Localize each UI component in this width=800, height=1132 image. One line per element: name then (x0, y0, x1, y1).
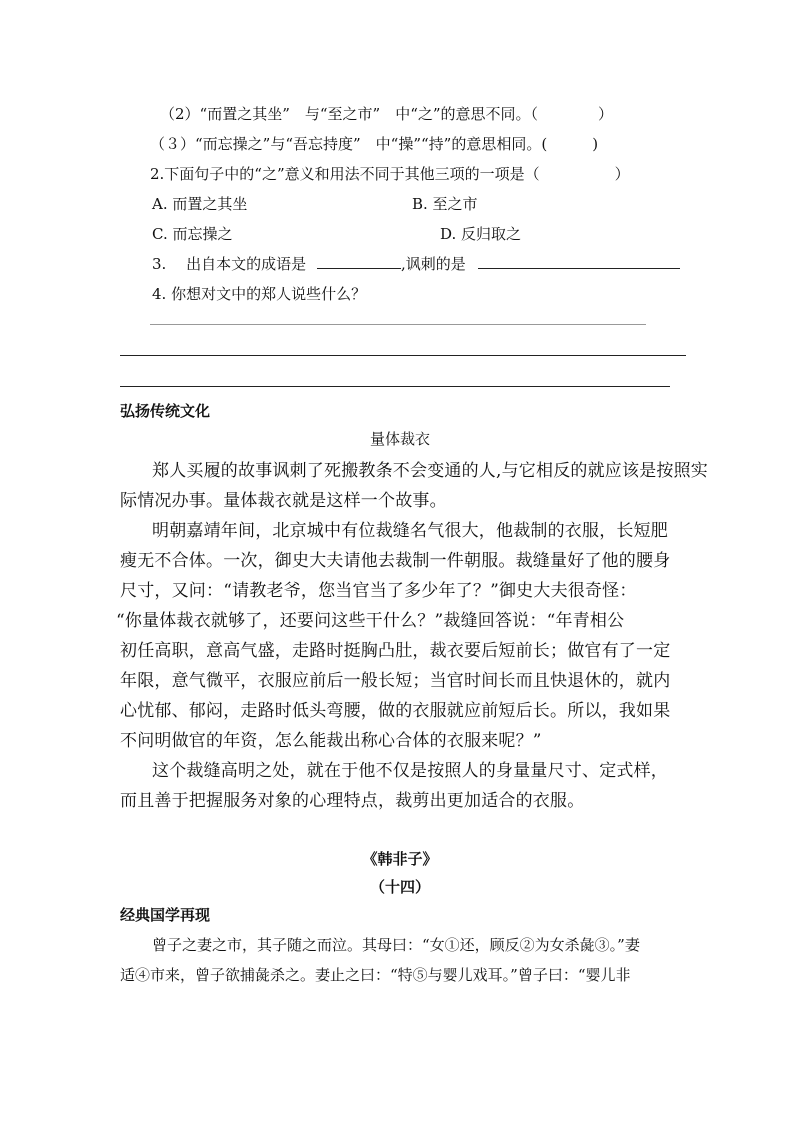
option-b: B. 至之市 (412, 195, 478, 213)
paragraph-line: 不问明做官的年资，怎么能裁出称心合体的衣服来呢？” (120, 731, 542, 751)
answer-blank-idiom[interactable] (317, 268, 401, 269)
answer-line-1[interactable] (150, 324, 646, 325)
answer-line-3[interactable] (120, 386, 670, 387)
section-heading-classics: 经典国学再现 (120, 906, 211, 924)
answer-blank-satire[interactable] (478, 268, 680, 269)
paragraph-line: 而且善于把握服务对象的心理特点，裁剪出更加适合的衣服。 (120, 791, 585, 811)
question-3-part2: ,讽刺的是 (401, 255, 466, 273)
paragraph-line: 年限，意气微平，衣服应前后一般长短；当官时间长而且快退休的，就内 (120, 671, 671, 691)
chapter-number: （十四） (369, 878, 430, 896)
classic-text-line: 适④市来，曾子欲捕彘杀之。妻止之曰：“特⑤与婴儿戏耳。”曾子曰：“婴儿非 (120, 966, 631, 984)
paragraph-line: 郑人买履的故事讽刺了死搬教条不会变通的人,与它相反的就应该是按照实 (152, 461, 709, 481)
question-2: 2.下面句子中的“之”意义和用法不同于其他三项的一项是（ ） (150, 165, 630, 183)
paragraph-line: 心忧郁、郁闷，走路时低头弯腰，做的衣服就应前短后长。所以，我如果 (120, 701, 671, 721)
option-a: A. 而置之其坐 (152, 195, 248, 213)
paragraph-line: 尺寸，又问：“请教老爷，您当官当了多少年了？”御史大夫很奇怪： (120, 581, 637, 601)
paragraph-line: 瘦无不合体。一次，御史大夫请他去裁制一件朝服。裁缝量好了他的腰身 (120, 551, 671, 571)
paragraph-line: “你量体裁衣就够了，还要问这些干什么？”裁缝回答说：“年青相公 (116, 611, 625, 631)
question-1-3: （３）“而忘操之”与“吾忘持度” 中“操”“持”的意思相同。( ) (150, 135, 599, 153)
option-d: D. 反归取之 (440, 225, 522, 243)
paragraph-line: 明朝嘉靖年间，北京城中有位裁缝名气很大，他裁制的衣服，长短肥 (152, 521, 668, 541)
question-3-part1: 3. 出自本文的成语是 (152, 255, 307, 273)
paragraph-line: 初任高职，意高气盛，走路时挺胸凸肚，裁衣要后短前长；做官有了一定 (120, 641, 671, 661)
question-1-2: （2）“而置之其坐” 与“至之市” 中“之”的意思不同。（ ） (160, 105, 614, 123)
paragraph-line: 这个裁缝高明之处，就在于他不仅是按照人的身量量尺寸、定式样， (152, 761, 668, 781)
section-heading-traditional-culture: 弘扬传统文化 (120, 402, 211, 420)
paragraph-line: 际情况办事。量体裁衣就是这样一个故事。 (120, 491, 447, 511)
question-4: 4. 你想对文中的郑人说些什么？ (152, 285, 367, 303)
story-title: 量体裁衣 (369, 430, 430, 448)
answer-line-2[interactable] (120, 355, 686, 356)
option-c: C. 而忘操之 (152, 225, 233, 243)
book-title: 《韩非子》 (362, 850, 438, 868)
classic-text-line: 曾子之妻之市，其子随之而泣。其母曰：“女①还，顾反②为女杀彘③。”妻 (152, 936, 640, 954)
